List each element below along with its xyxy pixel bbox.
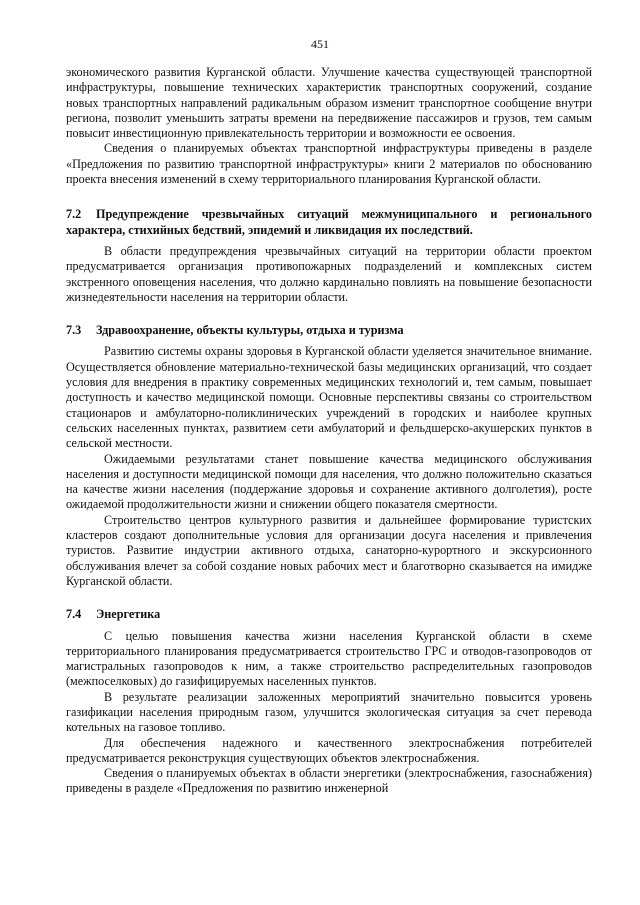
section-number: 7.4 [66,607,82,622]
section-heading-7-4 [66,607,592,622]
paragraph: Сведения о планируемых объектах транспортной инфраструктуры приведены в разделе «Предложения по развитию транспортной инфраструктуры» книги 2 материалов по обоснованию проекта внесения изменений в схему территориального планирования Курганской области. [66,141,592,187]
paragraph: С целью повышения качества жизни населения Курганской области в схеме территориального планирования предусматривается строительство ГРС и отводов-газопроводов от магистральных газопроводов к ним, а также строительство распределительных газопроводов (межпоселковых) до газифицируемых населенных пунктов. [66,628,592,689]
paragraph: экономического развития Курганской области. Улучшение качества существующей транспортной инфраструктуры, повышение технических характеристик транспортных сооружений, создание новых транспортных направлений радикальным образом изменит транспортное сообщение внутри региона, позволит уменьшить затраты времени на передвижение пассажиров и грузов, тем самым повысит инвестиционную привлекательность территории и возможности ее освоения. [66,65,592,141]
section-heading-7-3 [66,323,592,338]
paragraph: Сведения о планируемых объектах в области энергетики (электроснабжения, газоснабжения) приведены в разделе «Предложения по развитию инженерной [66,766,592,796]
section-number: 7.2 [66,207,82,222]
section-title: Здравоохранение, объекты культуры, отдыха и туризма [96,323,404,338]
paragraph: В результате реализации заложенных мероприятий значительно повысится уровень газификации населения природным газом, улучшится экологическая ситуация за счет перевода котельных на газовое топливо. [66,689,592,735]
paragraph: Для обеспечения надежного и качественного электроснабжения потребителей предусматривается реконструкция существующих объектов электроснабжения. [66,735,592,765]
section-title: Энергетика [96,607,161,622]
section-title: Предупреждение чрезвычайных ситуаций межмуниципального и регионального характера, стихийных бедствий, эпидемий и ликвидация их последствий. [66,207,592,237]
paragraph: В области предупреждения чрезвычайных ситуаций на территории области проектом предусматривается организация противопожарных подразделений и комплексных систем экстренного оповещения населения, что должно кардинально повлиять на повышение безопасности жизнедеятельности населения на территории области. [66,243,592,304]
section-number: 7.3 [66,323,82,338]
section-heading-7-2 [66,207,592,238]
document-body [66,65,592,797]
paragraph: Развитию системы охраны здоровья в Курганской области уделяется значительное внимание. Осуществляется обновление материально-технической базы медицинских организаций, что создает условия для внедрения в практику современных медицинских технологий и, тем самым, повышает доступность и качество медицинской помощи. Основные перспективы связаны со строительством стационаров и амбулаторно-поликлинических учреждений в городских и наиболее крупных сельских населенных пунктах, развитием сети амбулаторий и фельдшерско-акушерских пунктов в сельской местности. [66,344,592,451]
paragraph: Строительство центров культурного развития и дальнейшее формирование туристских кластеров создают дополнительные условия для организации досуга населения и привлечения туристов. Развитие индустрии активного отдыха, санаторно-курортного и экскурсионного обслуживания влечет за собой создание новых рабочих мест и благотворно сказывается на имидже Курганской области. [66,512,592,588]
page-number: 451 [311,37,329,51]
paragraph: Ожидаемыми результатами станет повышение качества медицинского обслуживания населения и доступности медицинской помощи для населения, что должно положительно сказаться на качестве жизни населения (поддержание здоровья и сохранение активного долголетия), росте ожидаемой продолжительности жизни и снижении общего показателя смертности. [66,451,592,512]
